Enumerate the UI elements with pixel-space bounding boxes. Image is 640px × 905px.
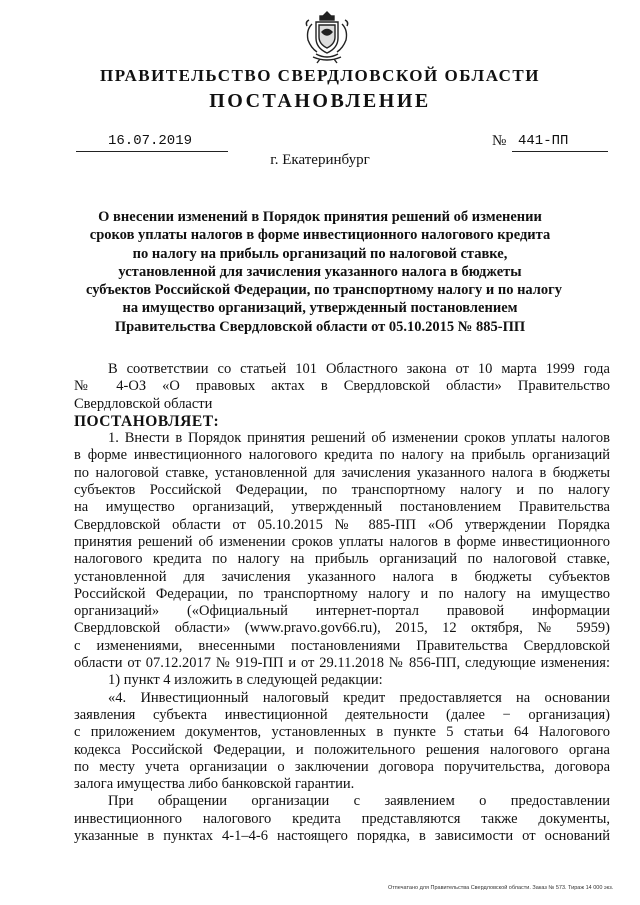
title-line: сроков уплаты налогов в форме инвестиционного налогового кредита [89, 227, 551, 244]
preamble-line: В соответствии со статьей 101 Областного закона от 10 марта 1999 года [108, 361, 610, 377]
item1-line: Свердловской области» (www.pravo.gov66.ru), 2015, 12 октября, № 5959) [74, 620, 610, 637]
quote-line: «4. Инвестиционный налоговый кредит предоставляется на основании [108, 689, 610, 706]
item1-line: по налоговой ставке, установленной для зачисления указанного налога в бюджеты [74, 464, 610, 481]
quote-line: по месту учета организации о заключении договора поручительства, договора [74, 758, 610, 775]
item1-line: Российской Федерации, по транспортному налогу и по налогу на имущество [74, 585, 610, 602]
item1-line: в форме инвестиционного налогового кредита по налогу на прибыль организаций [74, 447, 610, 464]
item1-line: области от 07.12.2017 № 919-ПП и от 29.11.2018 № 856-ПП, следующие изменения: [74, 655, 610, 672]
paragraph-line: указанные в пунктах 4-1–4-6 настоящего порядка, в зависимости от оснований [74, 828, 610, 845]
quote-line: кодекса Российской Федерации, и положительного решения налогового органа [74, 741, 610, 758]
item1-line: организаций» («Официальный интернет-портал правовой информации [74, 603, 610, 620]
subitem-line: 1) пункт 4 изложить в следующей редакции: [108, 672, 383, 689]
quote-line: с приложением документов, установленных в пункте 5 статьи 64 Налогового [74, 724, 610, 741]
preamble-line: № 4-ОЗ «О правовых актах в Свердловской области» Правительство [74, 378, 610, 395]
item1-line: субъектов Российской Федерации, по транспортному налогу и по налогу [74, 482, 610, 499]
title-line: по налогу на прибыль организаций по налоговой ставке, [132, 245, 508, 262]
document-title [86, 208, 563, 336]
date-field [76, 133, 228, 152]
document-type: ПОСТАНОВЛЕНИЕ [209, 90, 431, 112]
quote-line: заявления субъекта инвестиционной деятельности (далее − организация) [74, 706, 610, 723]
title-line: О внесении изменений в Порядок принятия решений об изменении [98, 209, 542, 225]
item1-line: установленной для зачисления указанного налога в бюджеты субъектов [74, 568, 610, 585]
title-line: субъектов Российской Федерации, по транспортному налогу и по налогу [86, 282, 563, 299]
item1-line: налогового кредита по налогу на прибыль организаций по налоговой ставке, [74, 551, 610, 568]
preamble-line: Свердловской области [74, 395, 213, 412]
item1-line: принятия решений об изменении сроков уплаты налогов в форме инвестиционного [74, 533, 610, 550]
paragraph-line: При обращении организации с заявлением о предоставлении [108, 793, 610, 810]
item1-line: Свердловской области от 05.10.2015 № 885-ПП «Об утверждении Порядка [74, 516, 610, 533]
quote-line: залога имущества либо банковской гарантии. [74, 776, 355, 793]
item1-line: на имущество организаций, утвержденный постановлением Правительства [74, 499, 610, 516]
organization-name: ПРАВИТЕЛЬСТВО СВЕРДЛОВСКОЙ ОБЛАСТИ [100, 66, 540, 85]
resolves-heading: ПОСТАНОВЛЯЕТ: [74, 412, 220, 430]
item1-line: с изменениями, внесенными постановлениями Правительства Свердловской [74, 637, 610, 654]
title-line: Правительства Свердловской области от 05.10.2015 № 885-ПП [114, 318, 526, 335]
city: г. Екатеринбург [270, 152, 370, 168]
number-label: № [492, 133, 507, 149]
document-number: 441-ПП [518, 133, 569, 149]
title-line: установленной для зачисления указанного налога в бюджеты [118, 263, 522, 280]
coat-of-arms-icon [298, 6, 356, 64]
item1-line: 1. Внести в Порядок принятия решений об изменении сроков уплаты налогов [108, 430, 610, 447]
title-line: на имущество организаций, утвержденный постановлением [122, 300, 518, 317]
print-note: Отпечатано для Правительства Свердловской области. Заказ № 573. Тираж 14 000 экз. [388, 885, 614, 891]
number-field [512, 133, 608, 152]
document-date: 16.07.2019 [108, 133, 193, 149]
paragraph-line: инвестиционного налогового кредита представляются также документы, [74, 810, 610, 827]
document-body [74, 361, 610, 845]
